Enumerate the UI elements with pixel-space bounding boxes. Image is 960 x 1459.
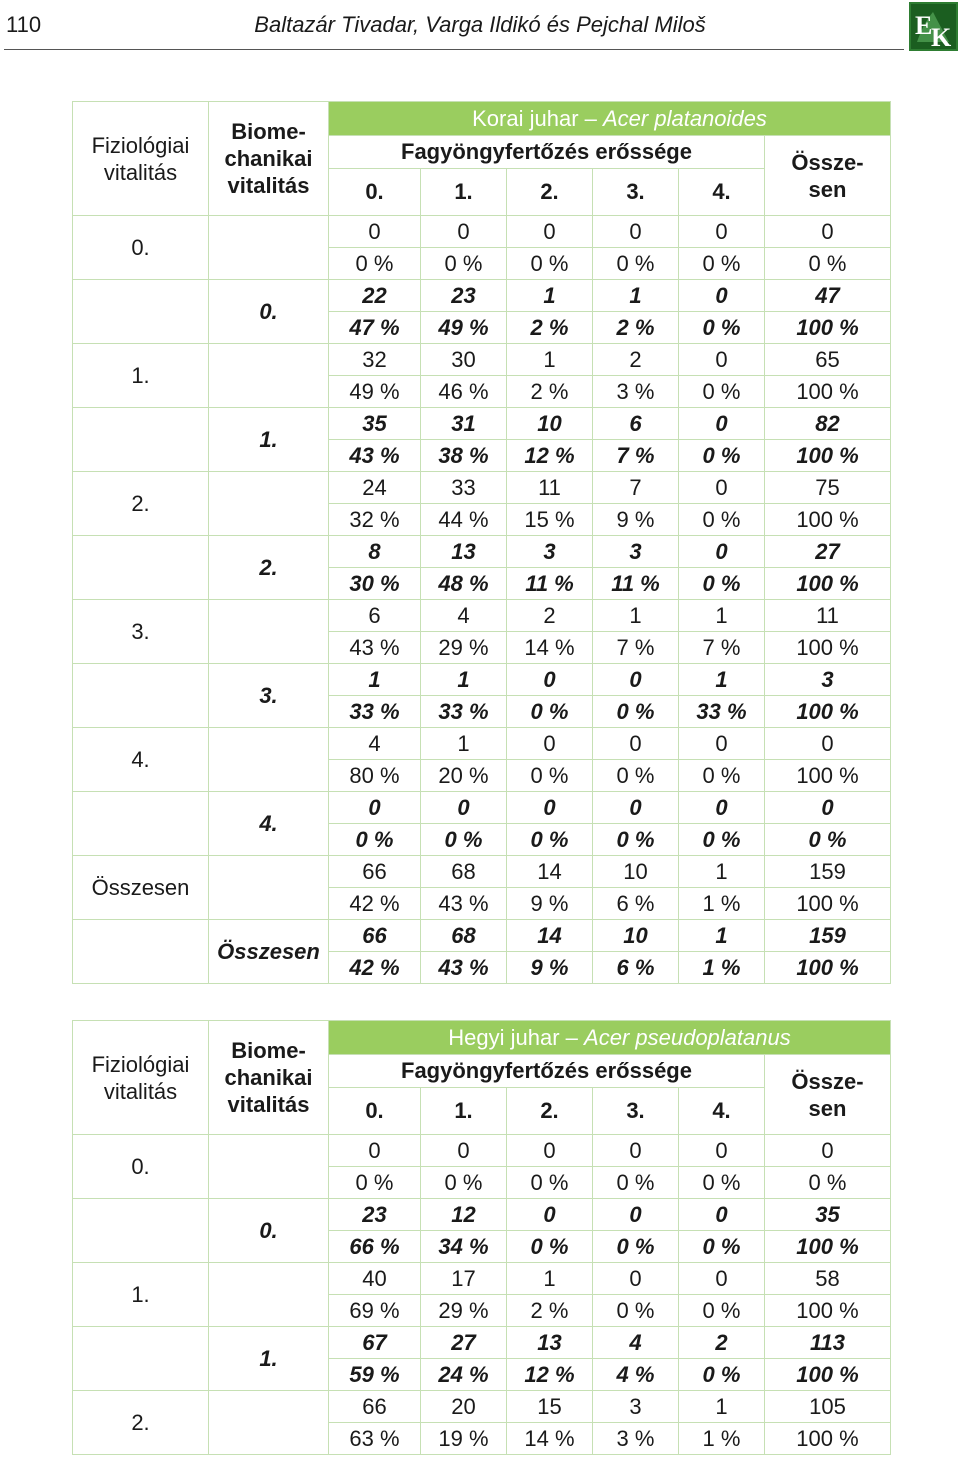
cell-count: 0 bbox=[421, 1135, 507, 1167]
row-label-biomechanical bbox=[209, 344, 329, 408]
cell-count: 13 bbox=[421, 536, 507, 568]
cell-percent: 66 % bbox=[329, 1231, 421, 1263]
cell-percent: 49 % bbox=[329, 376, 421, 408]
cell-count: 0 bbox=[679, 344, 765, 376]
cell-count: 0 bbox=[679, 472, 765, 504]
cell-percent: 34 % bbox=[421, 1231, 507, 1263]
table-row bbox=[73, 920, 891, 952]
cell-count: 0 bbox=[507, 728, 593, 760]
cell-count: 65 bbox=[765, 344, 891, 376]
cell-percent: 29 % bbox=[421, 632, 507, 664]
cell-percent: 0 % bbox=[593, 696, 679, 728]
cell-percent: 0 % bbox=[507, 248, 593, 280]
table-row bbox=[73, 216, 891, 248]
page-number: 110 bbox=[6, 12, 42, 37]
cell-percent: 0 % bbox=[507, 696, 593, 728]
row-label-biomechanical: 1. bbox=[209, 408, 329, 472]
cell-count: 0 bbox=[593, 728, 679, 760]
table-row bbox=[73, 1263, 891, 1295]
cell-count: 0 bbox=[679, 408, 765, 440]
cell-percent: 6 % bbox=[593, 952, 679, 984]
cell-percent: 43 % bbox=[329, 440, 421, 472]
table-row bbox=[73, 1135, 891, 1167]
cell-count: 22 bbox=[329, 280, 421, 312]
table-header-row bbox=[73, 1021, 891, 1055]
table-row bbox=[73, 792, 891, 824]
cell-count: 31 bbox=[421, 408, 507, 440]
cell-count: 0 bbox=[421, 216, 507, 248]
table-row bbox=[73, 472, 891, 504]
cell-percent: 24 % bbox=[421, 1359, 507, 1391]
cell-percent: 0 % bbox=[679, 440, 765, 472]
row-label-physiological bbox=[73, 280, 209, 344]
col-header-level: 0. bbox=[329, 1088, 421, 1135]
cell-percent: 100 % bbox=[765, 568, 891, 600]
cell-percent: 7 % bbox=[679, 632, 765, 664]
cell-count: 14 bbox=[507, 856, 593, 888]
cell-percent: 20 % bbox=[421, 760, 507, 792]
table-row bbox=[73, 728, 891, 760]
table-row bbox=[73, 664, 891, 696]
cell-percent: 0 % bbox=[329, 824, 421, 856]
cell-percent: 42 % bbox=[329, 952, 421, 984]
cell-count: 159 bbox=[765, 920, 891, 952]
table-row bbox=[73, 408, 891, 440]
cell-count: 2 bbox=[593, 344, 679, 376]
cell-count: 1 bbox=[679, 600, 765, 632]
cell-percent: 3 % bbox=[593, 1423, 679, 1455]
cell-count: 66 bbox=[329, 856, 421, 888]
cell-count: 7 bbox=[593, 472, 679, 504]
row-label-physiological bbox=[73, 1199, 209, 1263]
cell-count: 75 bbox=[765, 472, 891, 504]
cell-count: 0 bbox=[507, 1199, 593, 1231]
cell-percent: 43 % bbox=[421, 952, 507, 984]
cell-count: 11 bbox=[765, 600, 891, 632]
cell-percent: 0 % bbox=[593, 1295, 679, 1327]
cell-count: 1 bbox=[593, 600, 679, 632]
cell-percent: 0 % bbox=[507, 1167, 593, 1199]
table-row bbox=[73, 1391, 891, 1423]
table-header-row bbox=[73, 102, 891, 136]
row-label-physiological bbox=[73, 792, 209, 856]
cell-count: 0 bbox=[679, 1199, 765, 1231]
cell-count: 58 bbox=[765, 1263, 891, 1295]
row-label-biomechanical bbox=[209, 472, 329, 536]
row-label-biomechanical bbox=[209, 728, 329, 792]
svg-text:K: K bbox=[931, 23, 952, 51]
cell-percent: 12 % bbox=[507, 440, 593, 472]
journal-logo bbox=[909, 2, 958, 51]
table-row bbox=[73, 856, 891, 888]
cell-percent: 0 % bbox=[679, 248, 765, 280]
cell-percent: 100 % bbox=[765, 632, 891, 664]
cell-count: 1 bbox=[679, 664, 765, 696]
cell-percent: 0 % bbox=[679, 1359, 765, 1391]
row-label-physiological bbox=[73, 920, 209, 984]
cell-count: 23 bbox=[421, 280, 507, 312]
cell-percent: 0 % bbox=[593, 824, 679, 856]
cell-percent: 1 % bbox=[679, 888, 765, 920]
cell-count: 67 bbox=[329, 1327, 421, 1359]
cell-percent: 0 % bbox=[679, 1295, 765, 1327]
cell-percent: 2 % bbox=[507, 312, 593, 344]
row-label-physiological: 1. bbox=[73, 1263, 209, 1327]
cell-count: 68 bbox=[421, 920, 507, 952]
cell-percent: 0 % bbox=[679, 1167, 765, 1199]
cell-count: 0 bbox=[593, 1135, 679, 1167]
row-label-physiological: 0. bbox=[73, 216, 209, 280]
col-header-biomechanical: Biome- chanikai vitalitás bbox=[209, 102, 329, 216]
cell-count: 1 bbox=[421, 728, 507, 760]
col-header-level: 1. bbox=[421, 1088, 507, 1135]
cell-count: 0 bbox=[679, 792, 765, 824]
col-group-infection-level: Fagyöngyfertőzés erőssége bbox=[329, 136, 765, 169]
cell-percent: 33 % bbox=[329, 696, 421, 728]
table-row bbox=[73, 344, 891, 376]
cell-count: 6 bbox=[329, 600, 421, 632]
cell-percent: 32 % bbox=[329, 504, 421, 536]
row-label-biomechanical: 4. bbox=[209, 792, 329, 856]
cell-percent: 9 % bbox=[507, 888, 593, 920]
table-row bbox=[73, 280, 891, 312]
cell-percent: 1 % bbox=[679, 952, 765, 984]
cell-count: 82 bbox=[765, 408, 891, 440]
cell-count: 30 bbox=[421, 344, 507, 376]
col-header-biomechanical: Biome- chanikai vitalitás bbox=[209, 1021, 329, 1135]
cell-count: 15 bbox=[507, 1391, 593, 1423]
cell-percent: 1 % bbox=[679, 1423, 765, 1455]
frequency-table-acer-platanoides bbox=[72, 101, 891, 984]
cell-count: 0 bbox=[679, 216, 765, 248]
cell-count: 0 bbox=[329, 1135, 421, 1167]
cell-count: 17 bbox=[421, 1263, 507, 1295]
cell-percent: 11 % bbox=[507, 568, 593, 600]
col-header-level: 2. bbox=[507, 1088, 593, 1135]
cell-percent: 100 % bbox=[765, 1423, 891, 1455]
cell-percent: 0 % bbox=[679, 824, 765, 856]
cell-percent: 100 % bbox=[765, 376, 891, 408]
cell-percent: 0 % bbox=[679, 760, 765, 792]
cell-percent: 100 % bbox=[765, 696, 891, 728]
cell-percent: 0 % bbox=[765, 1167, 891, 1199]
cell-count: 14 bbox=[507, 920, 593, 952]
cell-percent: 42 % bbox=[329, 888, 421, 920]
cell-count: 10 bbox=[507, 408, 593, 440]
cell-count: 1 bbox=[679, 1391, 765, 1423]
row-label-physiological: 0. bbox=[73, 1135, 209, 1199]
cell-percent: 100 % bbox=[765, 1231, 891, 1263]
cell-percent: 30 % bbox=[329, 568, 421, 600]
title-latin-name: Acer pseudoplatanus bbox=[584, 1024, 791, 1050]
cell-percent: 12 % bbox=[507, 1359, 593, 1391]
cell-percent: 7 % bbox=[593, 440, 679, 472]
col-header-physiological: Fiziológiai vitalitás bbox=[73, 1021, 209, 1135]
cell-count: 8 bbox=[329, 536, 421, 568]
cell-count: 0 bbox=[765, 1135, 891, 1167]
cell-count: 1 bbox=[507, 344, 593, 376]
cell-percent: 0 % bbox=[679, 1231, 765, 1263]
title-latin-name: Acer platanoides bbox=[603, 105, 767, 131]
cell-percent: 0 % bbox=[679, 312, 765, 344]
cell-count: 105 bbox=[765, 1391, 891, 1423]
cell-percent: 38 % bbox=[421, 440, 507, 472]
row-label-biomechanical bbox=[209, 1391, 329, 1455]
title-common-name: Korai juhar – bbox=[472, 105, 597, 131]
cell-count: 27 bbox=[421, 1327, 507, 1359]
col-header-level: 0. bbox=[329, 169, 421, 216]
cell-percent: 43 % bbox=[421, 888, 507, 920]
col-header-level: 1. bbox=[421, 169, 507, 216]
col-header-level: 3. bbox=[593, 1088, 679, 1135]
cell-count: 0 bbox=[593, 792, 679, 824]
cell-percent: 0 % bbox=[593, 1167, 679, 1199]
cell-count: 113 bbox=[765, 1327, 891, 1359]
cell-count: 0 bbox=[507, 792, 593, 824]
cell-percent: 14 % bbox=[507, 632, 593, 664]
cell-percent: 100 % bbox=[765, 1359, 891, 1391]
cell-count: 1 bbox=[329, 664, 421, 696]
row-label-physiological bbox=[73, 408, 209, 472]
cell-percent: 49 % bbox=[421, 312, 507, 344]
col-group-infection-level: Fagyöngyfertőzés erőssége bbox=[329, 1055, 765, 1088]
cell-count: 0 bbox=[329, 216, 421, 248]
row-label-biomechanical bbox=[209, 1135, 329, 1199]
cell-count: 1 bbox=[507, 1263, 593, 1295]
cell-percent: 69 % bbox=[329, 1295, 421, 1327]
row-label-biomechanical: 3. bbox=[209, 664, 329, 728]
cell-percent: 15 % bbox=[507, 504, 593, 536]
cell-percent: 9 % bbox=[507, 952, 593, 984]
frequency-table-acer-pseudoplatanus bbox=[72, 1020, 891, 1455]
cell-percent: 0 % bbox=[421, 824, 507, 856]
cell-count: 13 bbox=[507, 1327, 593, 1359]
cell-count: 0 bbox=[679, 1135, 765, 1167]
svg-text:E: E bbox=[915, 11, 933, 40]
cell-count: 0 bbox=[765, 728, 891, 760]
cell-count: 1 bbox=[679, 920, 765, 952]
cell-count: 27 bbox=[765, 536, 891, 568]
cell-percent: 43 % bbox=[329, 632, 421, 664]
cell-count: 24 bbox=[329, 472, 421, 504]
table-title bbox=[329, 102, 891, 136]
row-label-biomechanical: Összesen bbox=[209, 920, 329, 984]
cell-count: 66 bbox=[329, 1391, 421, 1423]
cell-count: 3 bbox=[507, 536, 593, 568]
cell-count: 0 bbox=[593, 664, 679, 696]
cell-percent: 0 % bbox=[507, 760, 593, 792]
row-label-biomechanical bbox=[209, 1263, 329, 1327]
cell-percent: 0 % bbox=[679, 504, 765, 536]
cell-percent: 44 % bbox=[421, 504, 507, 536]
row-label-biomechanical bbox=[209, 856, 329, 920]
cell-count: 6 bbox=[593, 408, 679, 440]
cell-count: 0 bbox=[593, 1199, 679, 1231]
row-label-biomechanical bbox=[209, 216, 329, 280]
cell-percent: 100 % bbox=[765, 312, 891, 344]
row-label-physiological: 2. bbox=[73, 1391, 209, 1455]
header-rule bbox=[4, 49, 904, 50]
cell-count: 33 bbox=[421, 472, 507, 504]
cell-percent: 47 % bbox=[329, 312, 421, 344]
col-header-physiological: Fiziológiai vitalitás bbox=[73, 102, 209, 216]
cell-percent: 0 % bbox=[679, 376, 765, 408]
cell-percent: 0 % bbox=[593, 248, 679, 280]
cell-count: 0 bbox=[507, 1135, 593, 1167]
col-header-level: 2. bbox=[507, 169, 593, 216]
cell-percent: 19 % bbox=[421, 1423, 507, 1455]
cell-percent: 59 % bbox=[329, 1359, 421, 1391]
cell-percent: 100 % bbox=[765, 760, 891, 792]
cell-count: 0 bbox=[679, 280, 765, 312]
cell-count: 159 bbox=[765, 856, 891, 888]
cell-percent: 0 % bbox=[765, 248, 891, 280]
cell-percent: 0 % bbox=[329, 248, 421, 280]
cell-count: 3 bbox=[593, 1391, 679, 1423]
col-header-level: 3. bbox=[593, 169, 679, 216]
table-row bbox=[73, 1327, 891, 1359]
row-label-physiological bbox=[73, 664, 209, 728]
cell-count: 66 bbox=[329, 920, 421, 952]
title-common-name: Hegyi juhar – bbox=[448, 1024, 578, 1050]
table-row bbox=[73, 1199, 891, 1231]
cell-percent: 0 % bbox=[593, 1231, 679, 1263]
cell-percent: 0 % bbox=[507, 1231, 593, 1263]
cell-percent: 7 % bbox=[593, 632, 679, 664]
cell-count: 0 bbox=[507, 216, 593, 248]
cell-percent: 0 % bbox=[421, 248, 507, 280]
cell-count: 3 bbox=[765, 664, 891, 696]
cell-count: 2 bbox=[679, 1327, 765, 1359]
table-row bbox=[73, 600, 891, 632]
cell-percent: 46 % bbox=[421, 376, 507, 408]
cell-count: 32 bbox=[329, 344, 421, 376]
cell-count: 4 bbox=[593, 1327, 679, 1359]
table-title bbox=[329, 1021, 891, 1055]
cell-count: 0 bbox=[765, 216, 891, 248]
cell-count: 1 bbox=[593, 280, 679, 312]
row-label-physiological: 3. bbox=[73, 600, 209, 664]
row-label-physiological: Összesen bbox=[73, 856, 209, 920]
running-header-authors: Baltazár Tivadar, Varga Ildikó és Pejchal Miloš bbox=[254, 12, 706, 37]
cell-count: 0 bbox=[679, 728, 765, 760]
cell-percent: 3 % bbox=[593, 376, 679, 408]
cell-count: 35 bbox=[329, 408, 421, 440]
row-label-physiological bbox=[73, 1327, 209, 1391]
col-header-level: 4. bbox=[679, 169, 765, 216]
cell-count: 0 bbox=[593, 1263, 679, 1295]
row-label-physiological: 2. bbox=[73, 472, 209, 536]
col-header-total: Össze- sen bbox=[765, 1055, 891, 1135]
cell-percent: 80 % bbox=[329, 760, 421, 792]
cell-count: 23 bbox=[329, 1199, 421, 1231]
cell-percent: 9 % bbox=[593, 504, 679, 536]
cell-count: 3 bbox=[593, 536, 679, 568]
cell-percent: 100 % bbox=[765, 1295, 891, 1327]
cell-count: 11 bbox=[507, 472, 593, 504]
row-label-physiological: 1. bbox=[73, 344, 209, 408]
cell-percent: 29 % bbox=[421, 1295, 507, 1327]
table-row bbox=[73, 536, 891, 568]
cell-count: 0 bbox=[329, 792, 421, 824]
cell-percent: 2 % bbox=[507, 376, 593, 408]
cell-count: 0 bbox=[679, 1263, 765, 1295]
cell-percent: 0 % bbox=[765, 824, 891, 856]
cell-count: 0 bbox=[679, 536, 765, 568]
cell-percent: 2 % bbox=[507, 1295, 593, 1327]
row-label-physiological bbox=[73, 536, 209, 600]
cell-count: 1 bbox=[507, 280, 593, 312]
page-header bbox=[0, 0, 960, 50]
cell-count: 1 bbox=[679, 856, 765, 888]
row-label-biomechanical bbox=[209, 600, 329, 664]
cell-count: 0 bbox=[507, 664, 593, 696]
cell-percent: 4 % bbox=[593, 1359, 679, 1391]
row-label-biomechanical: 0. bbox=[209, 1199, 329, 1263]
cell-percent: 0 % bbox=[593, 760, 679, 792]
cell-percent: 0 % bbox=[421, 1167, 507, 1199]
cell-count: 0 bbox=[765, 792, 891, 824]
cell-percent: 48 % bbox=[421, 568, 507, 600]
cell-count: 4 bbox=[329, 728, 421, 760]
cell-count: 1 bbox=[421, 664, 507, 696]
cell-percent: 100 % bbox=[765, 888, 891, 920]
cell-percent: 33 % bbox=[679, 696, 765, 728]
cell-percent: 6 % bbox=[593, 888, 679, 920]
cell-percent: 63 % bbox=[329, 1423, 421, 1455]
cell-percent: 100 % bbox=[765, 504, 891, 536]
cell-count: 35 bbox=[765, 1199, 891, 1231]
cell-count: 10 bbox=[593, 856, 679, 888]
cell-percent: 0 % bbox=[679, 568, 765, 600]
cell-percent: 100 % bbox=[765, 440, 891, 472]
cell-percent: 0 % bbox=[507, 824, 593, 856]
cell-count: 12 bbox=[421, 1199, 507, 1231]
row-label-biomechanical: 1. bbox=[209, 1327, 329, 1391]
cell-count: 20 bbox=[421, 1391, 507, 1423]
cell-percent: 0 % bbox=[329, 1167, 421, 1199]
cell-count: 40 bbox=[329, 1263, 421, 1295]
cell-count: 4 bbox=[421, 600, 507, 632]
col-header-total: Össze- sen bbox=[765, 136, 891, 216]
cell-percent: 2 % bbox=[593, 312, 679, 344]
row-label-physiological: 4. bbox=[73, 728, 209, 792]
cell-percent: 33 % bbox=[421, 696, 507, 728]
cell-count: 0 bbox=[593, 216, 679, 248]
cell-count: 47 bbox=[765, 280, 891, 312]
col-header-level: 4. bbox=[679, 1088, 765, 1135]
cell-percent: 14 % bbox=[507, 1423, 593, 1455]
cell-count: 0 bbox=[421, 792, 507, 824]
cell-percent: 11 % bbox=[593, 568, 679, 600]
cell-count: 2 bbox=[507, 600, 593, 632]
cell-count: 10 bbox=[593, 920, 679, 952]
cell-count: 68 bbox=[421, 856, 507, 888]
row-label-biomechanical: 0. bbox=[209, 280, 329, 344]
row-label-biomechanical: 2. bbox=[209, 536, 329, 600]
cell-percent: 100 % bbox=[765, 952, 891, 984]
